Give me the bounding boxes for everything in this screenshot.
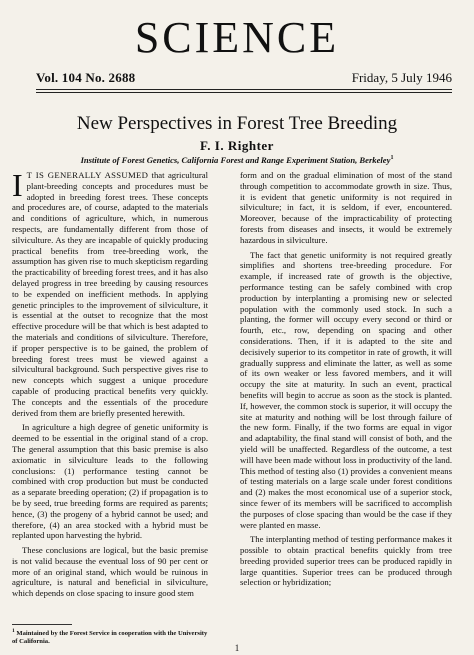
header-rule-bottom [36, 92, 452, 93]
issue-date: Friday, 5 July 1946 [351, 70, 452, 85]
paragraph-2: In agriculture a high degree of genetic uniformity is deemed to be essential in the original stand of a crop. The general assumption that this basic premise is also axiomatic in silviculture leads to the following conclusions: (1) performance testing cannot be combined with crop production but must be conducted as a separate breeding operation; (2) if propagation is to be by seed, true breeding forms are required as parents; hence, (3) the progeny of a hybrid cannot be used; and therefore, (4) an area stocked with a hybrid must be replanted upon harvesting the hybrid. [12, 422, 208, 541]
affiliation-mark: 1 [390, 155, 394, 162]
paragraph-1-text: that agricultural plant-breeding concepts and procedures must be adopted in breeding forest trees. These concepts and procedures are, of course, adapted to the materials and conditions of agriculture, which, in numerous respects, are fundamentally different from those of silviculture. As they are incapable of quickly producing practical benefits from tree-breeding work, the assumption has given rise to much skepticism regarding the practicability of breeding forest trees, and it has also delayed progress in tree breeding by causing resources to be expended on inefficient methods. In applying genetic principles to the improvement of silviculture, it is essential at the outset to recognize that the most effective procedure will be that which is best adapted to the materials and conditions of silviculture. Therefore, if proper perspective is to be gained, the problem of breeding forest trees must be viewed against a silvicultural background. Such perspective gives rise to new concepts which suggest a unique procedure capable of producing practical benefits very quickly. The concepts and the essentials of the procedure derived from them are briefly presented herewith. [12, 170, 208, 418]
drop-cap: I [12, 167, 23, 203]
paragraph-1 [12, 167, 208, 418]
opening-caps: T IS GENERALLY ASSUMED [26, 170, 149, 180]
journal-name: SCIENCE [134, 13, 340, 62]
article-affiliation [0, 155, 474, 165]
paragraph-5: The fact that genetic uniformity is not required greatly simplifies and shortens tree-breeding procedure. For example, if increased rate of growth is the objective, performance testing can be safely combined with crop production by interplanting a promising new or selected population with the commonly used stock. In such a planting, the former will occupy every second or third or fourth, etc., row, depending on spacing and other considerations. Then, if it is adapted to the site and decisively superior to its competitor in rate of growth, it will gradually suppress and eliminate the latter, as well as some of its own weaker or less favored members, and it will occupy the site at maturity. In such an event, practical benefits will begin to accrue as soon as the stock is planted. If, however, the common stock is superior, it will occupy the site at maturity and nothing will be lost through failure of the new form. Finally, if the two forms are equal in vigor and adaptability, the final stand will consist of both, and the yield will be unaffected. Regardless of the outcome, a test will have been made without loss in productivity of the land. This method of testing also (1) provides a convenient means of testing materials on a large scale under forest conditions and (2) makes the most economical use of a superior stock, since fewer of its members will be sacrificed to accomplish the purposes of close spacing than would be the case if they were planted en masse. [240, 249, 452, 530]
paragraph-4: form and on the gradual elimination of most of the stand through competition to accommodate growth in size. Thus, it is evident that genetic uniformity is not required in silviculture; in fact, it is seldom, if ever, encountered. Moreover, because of the impracticability of protecting forests from diseases and insects, it would be extremely hazardous in silviculture. [240, 170, 452, 245]
text-column-left [12, 167, 208, 603]
volume-issue: Vol. 104 No. 2688 [36, 70, 136, 85]
affiliation-text: Institute of Forest Genetics, California Forest and Range Experiment Station, Berkeley [80, 155, 391, 165]
article-title: New Perspectives in Forest Tree Breeding [76, 113, 398, 134]
header-rule-top [36, 89, 452, 90]
footnote-mark: 1 [12, 628, 15, 634]
footnote-text: Maintained by the Forest Service in cooperation with the University of California. [12, 630, 208, 645]
footnote-rule [12, 624, 72, 625]
paragraph-6: The interplanting method of testing performance makes it possible to obtain practical benefits quickly from tree breeding provided superior trees can be produced rapidly in large quantities. Superior trees can be produced through selection or hybridization; [240, 534, 452, 588]
text-column-right [240, 170, 452, 592]
page-number: 1 [234, 643, 240, 653]
paragraph-3: These conclusions are logical, but the basic premise is not valid because the eventual loss of 90 per cent or more of an original stand, which would be ruinous in agriculture, is natural and beneficial in silviculture, which depends on close spacing to insure good stem [12, 545, 208, 599]
article-author: F. I. Righter [200, 138, 274, 153]
